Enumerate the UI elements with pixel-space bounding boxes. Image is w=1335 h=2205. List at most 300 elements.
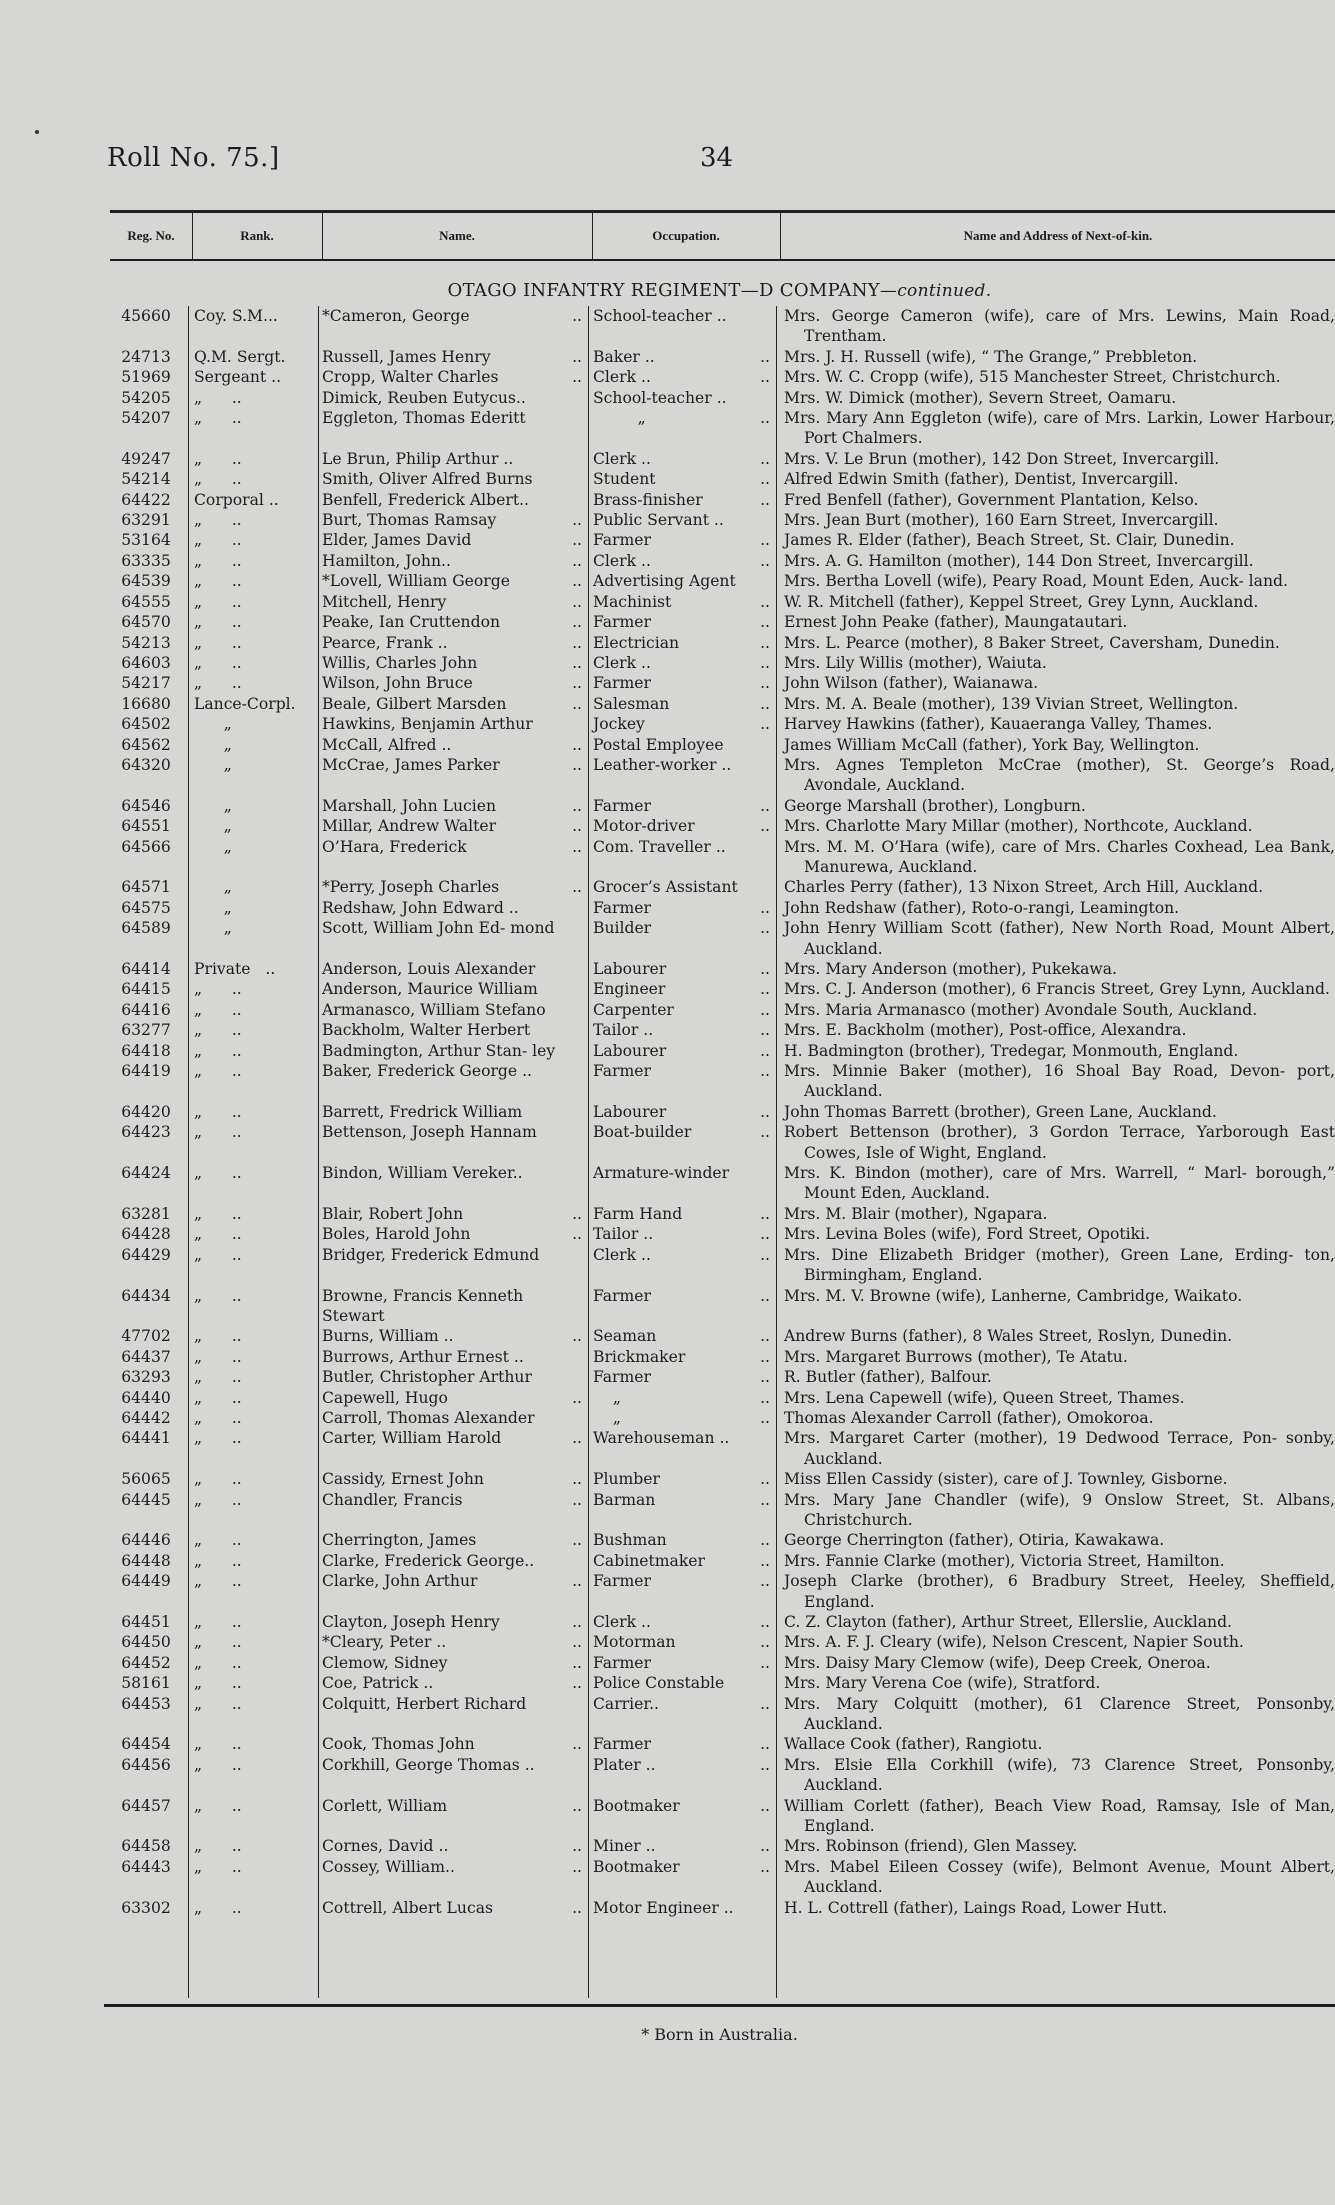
name-text: Hamilton, John.. [322, 551, 451, 570]
name-text: Anderson, Louis Alexander [322, 960, 536, 978]
occupation-cell [588, 1102, 776, 1122]
name-leader-dots: .. [572, 1653, 582, 1672]
table-row [104, 673, 1335, 693]
table-row [104, 1326, 1335, 1346]
table-row [104, 877, 1335, 897]
rank-cell: „ .. [194, 1327, 242, 1346]
rank-cell: Private .. [194, 960, 276, 978]
occupation-text: Plater .. [593, 1755, 656, 1774]
occupation-text: Bootmaker [593, 1796, 680, 1815]
name-cell [318, 816, 588, 836]
next-of-kin-cell: Mrs. M. A. Beale (mother), 139 Vivian Street, Wellington. [784, 694, 1239, 713]
occupation-leader-dots: .. [760, 1755, 770, 1774]
occupation-text: „ [593, 409, 646, 428]
next-of-kin-cell: R. Butler (father), Balfour. [784, 1368, 992, 1387]
name-text: Bettenson, Joseph Hannam [322, 1123, 537, 1142]
occupation-leader-dots: .. [760, 1490, 770, 1509]
name-leader-dots: .. [572, 531, 582, 550]
occupation-cell [588, 1061, 776, 1102]
name-text: Cook, Thomas John [322, 1735, 475, 1754]
next-of-kin-cell: Mrs. Mabel Eileen Cossey (wife), Belmont Avenue, Mount Albert, Auckland. [784, 1857, 1335, 1897]
next-of-kin-cell: Mrs. Lily Willis (mother), Waiuta. [784, 653, 1047, 672]
occupation-text: Tailor .. [593, 1225, 654, 1244]
reg-no-cell: 64449 [121, 1572, 171, 1591]
occupation-leader-dots: .. [760, 1735, 770, 1754]
occupation-cell [588, 388, 776, 408]
occupation-leader-dots: .. [760, 1653, 770, 1672]
name-text: Hawkins, Benjamin Arthur [322, 715, 533, 734]
section-title [104, 280, 1335, 301]
table-row [104, 1408, 1335, 1428]
next-of-kin-cell: Mrs. Mary Ann Eggleton (wife), care of Mrs. Larkin, Lower Harbour, Port Chalmers. [784, 409, 1335, 448]
name-leader-dots: .. [572, 694, 582, 713]
reg-no-cell: 64320 [121, 755, 171, 774]
next-of-kin-cell: C. Z. Clayton (father), Arthur Street, Ellerslie, Auckland. [784, 1613, 1233, 1631]
column-header-occupation: Occupation. [652, 228, 720, 243]
rank-cell: „ .. [194, 1429, 242, 1448]
name-leader-dots: .. [572, 653, 582, 672]
name-leader-dots: .. [572, 735, 582, 754]
name-leader-dots: .. [572, 1898, 582, 1917]
next-of-kin-cell: George Marshall (brother), Longburn. [784, 796, 1086, 815]
occupation-text: Engineer [593, 980, 666, 999]
name-text: *Lovell, William George [322, 572, 510, 591]
occupation-text: Labourer [593, 960, 667, 978]
table-row [104, 653, 1335, 673]
table-row [104, 1347, 1335, 1367]
occupation-text: Armature-winder [593, 1164, 730, 1183]
occupation-text: Motorman [593, 1633, 676, 1652]
table-row [104, 347, 1335, 367]
name-text: *Cameron, George [322, 307, 470, 325]
reg-no-cell: 64419 [121, 1062, 171, 1081]
name-leader-dots: .. [572, 1429, 582, 1448]
table-row [104, 918, 1335, 959]
rank-cell: „ .. [194, 449, 242, 468]
table-row [104, 592, 1335, 612]
name-text: Cherrington, James [322, 1531, 477, 1550]
occupation-leader-dots: .. [760, 613, 770, 632]
occupation-leader-dots: .. [760, 1327, 770, 1346]
name-cell [318, 1469, 588, 1489]
name-leader-dots: .. [572, 796, 582, 815]
occupation-leader-dots: .. [760, 470, 770, 489]
table-row [104, 694, 1335, 714]
occupation-cell [588, 633, 776, 653]
next-of-kin-cell: James William McCall (father), York Bay, Wellington. [784, 735, 1200, 754]
occupation-cell [588, 571, 776, 591]
column-header-reg-no: Reg. No. [127, 228, 175, 243]
occupation-leader-dots: .. [760, 1245, 770, 1264]
reg-no-cell: 64456 [121, 1755, 171, 1774]
occupation-cell [588, 408, 776, 449]
rank-cell: Q.M. Sergt. [194, 347, 286, 366]
reg-no-cell: 64566 [121, 837, 171, 856]
name-text: Willis, Charles John [322, 653, 478, 672]
rank-cell: „ .. [194, 1368, 242, 1387]
table-row [104, 1245, 1335, 1286]
name-cell [318, 673, 588, 693]
name-leader-dots: .. [572, 1633, 582, 1652]
name-leader-dots: .. [572, 511, 582, 530]
column-header-rank: Rank. [240, 228, 274, 243]
reg-no-cell: 64448 [121, 1551, 171, 1570]
table-row [104, 469, 1335, 489]
name-text: Cossey, William.. [322, 1857, 455, 1876]
reg-no-cell: 64414 [121, 960, 171, 978]
table-row [104, 1061, 1335, 1102]
occupation-leader-dots: .. [760, 694, 770, 713]
name-cell [318, 796, 588, 816]
rank-cell: „ .. [194, 1286, 242, 1305]
table-row [104, 633, 1335, 653]
reg-no-cell: 54217 [121, 674, 171, 693]
next-of-kin-cell: Miss Ellen Cassidy (sister), care of J. Townley, Gisborne. [784, 1470, 1228, 1489]
table-row [104, 1469, 1335, 1489]
name-cell [318, 1163, 588, 1204]
name-leader-dots: .. [572, 592, 582, 611]
occupation-text: Bushman [593, 1531, 667, 1550]
name-cell [318, 1061, 588, 1102]
name-text: Wilson, John Bruce [322, 674, 473, 693]
occupation-text: Leather-worker .. [593, 755, 732, 774]
table-row [104, 1734, 1335, 1754]
name-cell [318, 959, 588, 979]
name-cell [318, 1000, 588, 1020]
rank-cell: Corporal .. [194, 490, 279, 509]
name-text: Clemow, Sidney [322, 1653, 448, 1672]
occupation-text: Carpenter [593, 1000, 674, 1019]
occupation-cell [588, 1755, 776, 1796]
table-row [104, 1571, 1335, 1612]
occupation-text: Farmer [593, 1286, 651, 1305]
table-row [104, 979, 1335, 999]
occupation-text: Machinist [593, 592, 672, 611]
name-text: Corkhill, George Thomas .. [322, 1755, 535, 1774]
reg-no-cell: 64424 [121, 1164, 171, 1183]
name-cell [318, 1530, 588, 1550]
rank-cell: „ [194, 755, 232, 774]
name-text: *Perry, Joseph Charles [322, 878, 500, 897]
next-of-kin-cell: Mrs. Mary Anderson (mother), Pukekawa. [784, 960, 1117, 978]
name-leader-dots: .. [572, 307, 582, 325]
occupation-leader-dots: .. [760, 1613, 770, 1631]
next-of-kin-cell: Alfred Edwin Smith (father), Dentist, Invercargill. [784, 470, 1179, 489]
rank-cell: „ [194, 919, 232, 938]
occupation-text: Farmer [593, 1368, 651, 1387]
name-leader-dots: .. [572, 1837, 582, 1856]
name-leader-dots: .. [572, 837, 582, 856]
name-text: Burns, William .. [322, 1327, 454, 1346]
rank-cell: „ .. [194, 1694, 242, 1713]
reg-no-cell: 64418 [121, 1041, 171, 1060]
name-text: Russell, James Henry [322, 347, 491, 366]
reg-no-cell: 64451 [121, 1613, 171, 1631]
occupation-leader-dots: .. [760, 980, 770, 999]
roll-number: Roll No. 75.] [107, 143, 280, 173]
occupation-leader-dots: .. [760, 1204, 770, 1223]
table-row [104, 1632, 1335, 1652]
reg-no-cell: 64457 [121, 1796, 171, 1815]
column-divider [322, 213, 323, 259]
next-of-kin-cell: Mrs. K. Bindon (mother), care of Mrs. Warrell, “ Marl- borough,” Mount Eden, Auckland. [784, 1164, 1335, 1203]
name-cell [318, 347, 588, 367]
occupation-text: Farmer [593, 674, 651, 693]
rank-cell: „ .. [194, 551, 242, 570]
occupation-cell [588, 1245, 776, 1286]
name-text: Corlett, William [322, 1796, 448, 1815]
rank-cell: „ .. [194, 1041, 242, 1060]
occupation-cell [588, 1163, 776, 1204]
occupation-cell [588, 755, 776, 796]
name-text: Burrows, Arthur Ernest .. [322, 1347, 524, 1366]
occupation-cell [588, 816, 776, 836]
next-of-kin-cell: Mrs. E. Backholm (mother), Post-office, Alexandra. [784, 1021, 1187, 1040]
occupation-text: Labourer [593, 1102, 667, 1121]
name-cell [318, 979, 588, 999]
next-of-kin-cell: Mrs. W. Dimick (mother), Severn Street, Oamaru. [784, 388, 1177, 407]
occupation-text: Clerk .. [593, 551, 651, 570]
reg-no-cell: 56065 [121, 1470, 171, 1489]
occupation-leader-dots: .. [760, 490, 770, 509]
reg-no-cell: 63302 [121, 1898, 171, 1917]
reg-no-cell: 54205 [121, 388, 171, 407]
occupation-text: Carrier.. [593, 1694, 660, 1713]
occupation-text: Farmer [593, 531, 651, 550]
name-text: Clayton, Joseph Henry [322, 1613, 500, 1631]
name-text: Eggleton, Thomas Ederitt [322, 409, 526, 428]
occupation-cell [588, 592, 776, 612]
name-cell [318, 714, 588, 734]
occupation-text: Electrician [593, 633, 680, 652]
name-text: McCall, Alfred .. [322, 735, 452, 754]
next-of-kin-cell: Andrew Burns (father), 8 Wales Street, Roslyn, Dunedin. [784, 1327, 1233, 1346]
next-of-kin-cell: Mrs. Bertha Lovell (wife), Peary Road, Mount Eden, Auck- land. [784, 572, 1288, 591]
name-cell [318, 1673, 588, 1693]
table-row [104, 388, 1335, 408]
next-of-kin-cell: Mrs. Dine Elizabeth Bridger (mother), Green Lane, Erding- ton, Birmingham, England. [784, 1245, 1335, 1285]
occupation-cell [588, 612, 776, 632]
occupation-cell [588, 1551, 776, 1571]
name-cell [318, 735, 588, 755]
occupation-text: School-teacher .. [593, 307, 727, 325]
next-of-kin-cell: Mrs. M. M. O’Hara (wife), care of Mrs. Charles Coxhead, Lea Bank, Manurewa, Auckland. [784, 837, 1335, 876]
reg-no-cell: 64440 [121, 1388, 171, 1407]
name-text: Bindon, William Vereker.. [322, 1164, 523, 1183]
table-row [104, 816, 1335, 836]
occupation-cell [588, 449, 776, 469]
name-cell [318, 592, 588, 612]
rank-cell: „ .. [194, 470, 242, 489]
name-cell [318, 1612, 588, 1632]
table-row [104, 959, 1335, 979]
rank-cell: „ .. [194, 1347, 242, 1366]
name-cell [318, 837, 588, 878]
occupation-text: Bootmaker [593, 1857, 680, 1876]
table-row [104, 1367, 1335, 1387]
name-text: Le Brun, Philip Arthur .. [322, 449, 514, 468]
name-leader-dots: .. [572, 1735, 582, 1754]
occupation-cell [588, 714, 776, 734]
name-leader-dots: .. [572, 817, 582, 836]
name-leader-dots: .. [572, 1796, 582, 1815]
rank-cell: „ .. [194, 1204, 242, 1223]
name-leader-dots: .. [572, 1531, 582, 1550]
occupation-cell [588, 837, 776, 878]
rank-cell: „ .. [194, 1531, 242, 1550]
table-row [104, 367, 1335, 387]
occupation-cell [588, 898, 776, 918]
next-of-kin-cell: Mrs. George Cameron (wife), care of Mrs. Lewins, Main Road, Trentham. [784, 307, 1335, 346]
table-row [104, 612, 1335, 632]
name-cell [318, 1286, 588, 1327]
name-cell [318, 1204, 588, 1224]
next-of-kin-cell: Mrs. Jean Burt (mother), 160 Earn Street, Invercargill. [784, 511, 1219, 530]
reg-no-cell: 64452 [121, 1653, 171, 1672]
header-bottom-rule [110, 259, 1335, 261]
reg-no-cell: 64415 [121, 980, 171, 999]
rank-cell: „ .. [194, 1021, 242, 1040]
rank-cell: „ .. [194, 1674, 242, 1693]
name-cell [318, 694, 588, 714]
occupation-text: Advertising Agent [593, 572, 736, 591]
table-row [104, 1653, 1335, 1673]
footnote: * Born in Australia. [641, 2025, 798, 2044]
occupation-leader-dots: .. [760, 1572, 770, 1591]
occupation-cell [588, 1530, 776, 1550]
occupation-cell [588, 694, 776, 714]
occupation-text: Student [593, 470, 656, 489]
reg-no-cell: 64502 [121, 715, 171, 734]
table-row [104, 837, 1335, 878]
occupation-leader-dots: .. [760, 368, 770, 387]
occupation-text: Motor-driver [593, 817, 695, 836]
name-leader-dots: .. [572, 1857, 582, 1876]
next-of-kin-cell: Mrs. Maria Armanasco (mother) Avondale South, Auckland. [784, 1000, 1258, 1019]
occupation-text: Public Servant .. [593, 511, 724, 530]
name-text: Cottrell, Albert Lucas [322, 1898, 493, 1917]
occupation-cell [588, 1224, 776, 1244]
rank-cell: „ .. [194, 1123, 242, 1142]
rank-cell: „ .. [194, 653, 242, 672]
rank-cell: „ [194, 878, 232, 897]
name-cell [318, 1122, 588, 1163]
reg-no-cell: 64437 [121, 1347, 171, 1366]
next-of-kin-cell: Mrs. L. Pearce (mother), 8 Baker Street, Caversham, Dunedin. [784, 633, 1280, 652]
name-text: Cropp, Walter Charles [322, 368, 499, 387]
name-cell [318, 1551, 588, 1571]
table-row [104, 1122, 1335, 1163]
name-cell [318, 1326, 588, 1346]
name-cell [318, 653, 588, 673]
reg-no-cell: 63281 [121, 1204, 171, 1223]
name-text: McCrae, James Parker [322, 755, 500, 774]
name-cell [318, 1020, 588, 1040]
name-cell [318, 1041, 588, 1061]
print-speck [35, 130, 39, 134]
name-text: Smith, Oliver Alfred Burns [322, 470, 533, 489]
occupation-text: School-teacher .. [593, 388, 727, 407]
name-cell [318, 510, 588, 530]
name-text: Scott, William John Ed- mond [322, 919, 555, 938]
name-text: Redshaw, John Edward .. [322, 898, 519, 917]
occupation-text: Tailor .. [593, 1021, 654, 1040]
reg-no-cell: 64428 [121, 1225, 171, 1244]
reg-no-cell: 64454 [121, 1735, 171, 1754]
occupation-text: Clerk .. [593, 449, 651, 468]
table-row [104, 1020, 1335, 1040]
occupation-leader-dots: .. [760, 1408, 770, 1427]
next-of-kin-cell: William Corlett (father), Beach View Road, Ramsay, Isle of Man, England. [784, 1796, 1335, 1836]
name-cell [318, 306, 588, 347]
table-row [104, 1857, 1335, 1898]
name-cell [318, 1653, 588, 1673]
occupation-leader-dots: .. [760, 1041, 770, 1060]
occupation-cell [588, 490, 776, 510]
rank-cell: „ .. [194, 1735, 242, 1754]
next-of-kin-cell: John Redshaw (father), Roto-o-rangi, Leamington. [784, 898, 1180, 917]
table-row [104, 1694, 1335, 1735]
occupation-cell [588, 796, 776, 816]
occupation-cell [588, 1734, 776, 1754]
name-text: Colquitt, Herbert Richard [322, 1694, 527, 1713]
occupation-text: Baker .. [593, 347, 655, 366]
next-of-kin-cell: Mrs. M. Blair (mother), Ngapara. [784, 1204, 1048, 1223]
name-text: Armanasco, William Stefano [322, 1000, 546, 1019]
name-cell [318, 1490, 588, 1531]
rank-cell: „ [194, 817, 232, 836]
occupation-leader-dots: .. [760, 817, 770, 836]
occupation-cell [588, 367, 776, 387]
occupation-cell [588, 1122, 776, 1163]
table-row [104, 551, 1335, 571]
name-text: Coe, Patrick .. [322, 1674, 434, 1693]
occupation-leader-dots: .. [760, 960, 770, 978]
name-text: O’Hara, Frederick [322, 837, 467, 856]
occupation-cell [588, 918, 776, 959]
occupation-cell [588, 735, 776, 755]
rank-cell: „ [194, 837, 232, 856]
name-cell [318, 1755, 588, 1796]
table-row [104, 1224, 1335, 1244]
occupation-cell [588, 551, 776, 571]
name-text: Cornes, David .. [322, 1837, 449, 1856]
column-header-name: Name. [439, 228, 475, 243]
occupation-text: Clerk .. [593, 368, 651, 387]
reg-no-cell: 64551 [121, 817, 171, 836]
occupation-cell [588, 1612, 776, 1632]
name-text: Barrett, Fredrick William [322, 1102, 523, 1121]
name-leader-dots: .. [572, 551, 582, 570]
name-leader-dots: .. [572, 1490, 582, 1509]
reg-no-cell: 64429 [121, 1245, 171, 1264]
occupation-leader-dots: .. [760, 1225, 770, 1244]
next-of-kin-cell: Harvey Hawkins (father), Kauaeranga Valley, Thames. [784, 715, 1213, 734]
next-of-kin-cell: Mrs. Margaret Carter (mother), 19 Dedwood Terrace, Pon- sonby, Auckland. [784, 1429, 1335, 1468]
occupation-cell [588, 1898, 776, 1918]
occupation-cell [588, 1041, 776, 1061]
occupation-leader-dots: .. [760, 1123, 770, 1142]
rank-cell: „ .. [194, 1796, 242, 1815]
occupation-cell [588, 1836, 776, 1856]
occupation-leader-dots: .. [760, 449, 770, 468]
occupation-cell [588, 510, 776, 530]
name-text: Anderson, Maurice William [322, 980, 538, 999]
occupation-leader-dots: .. [760, 1694, 770, 1713]
occupation-text: Warehouseman .. [593, 1429, 730, 1448]
name-text: *Cleary, Peter .. [322, 1633, 447, 1652]
name-text: Pearce, Frank .. [322, 633, 448, 652]
